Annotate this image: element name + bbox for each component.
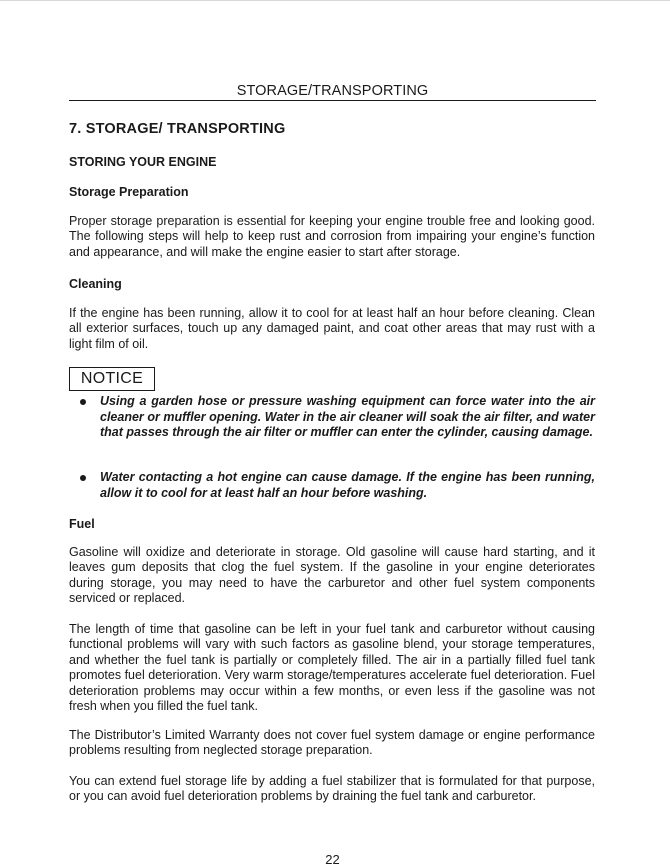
storage-preparation-text: Proper storage preparation is essential for keeping your engine trouble free and looking good. The following steps will help to keep rust and corrosion from impairing your engine’s function and appearance, and will make the engine easier to start after storage.	[69, 214, 595, 259]
bullet-icon	[80, 399, 86, 405]
notice-label: NOTICE	[69, 367, 155, 391]
header-rule	[69, 100, 596, 101]
notice-bullet-text: Water contacting a hot engine can cause damage. If the engine has been running, allow it to cool for at least half an hour before washing.	[100, 470, 595, 500]
fuel-heading: Fuel	[69, 517, 95, 531]
running-header: STORAGE/TRANSPORTING	[236, 83, 429, 99]
fuel-paragraph-1: Gasoline will oxidize and deteriorate in storage. Old gasoline will cause hard starting, and it leaves gum deposits that clog the fuel system. If the gasoline in your engine deteriorates during storage, you may need to have the carburetor and other fuel system components serviced or replaced.	[69, 545, 595, 606]
page-number: 22	[325, 852, 340, 867]
fuel-paragraph-2: The length of time that gasoline can be left in your fuel tank and carburetor without causing functional problems will vary with such factors as gasoline blend, your storage temperatures, and whether the fuel tank is partially or completely filled. The air in a partially filled fuel tank promotes fuel deterioration. Very warm storage/temperatures accelerate fuel deterioration. Fuel deterioration problems may occur within a few months, or even less if the gasoline was not fresh when you filled the fuel tank.	[69, 622, 595, 714]
notice-bullet-text: Using a garden hose or pressure washing equipment can force water into the air cleaner or muffler opening. Water in the air cleaner will soak the air filter, and water that passes through the air filter or muffler can enter the cylinder, causing damage.	[100, 394, 595, 439]
fuel-paragraph-3: The Distributor’s Limited Warranty does not cover fuel system damage or engine performance problems resulting from neglected storage preparation.	[69, 728, 595, 758]
cleaning-text: If the engine has been running, allow it to cool for at least half an hour before cleaning. Clean all exterior surfaces, touch up any damaged paint, and coat other areas that may rust with a light film of oil.	[69, 306, 595, 351]
section-title: STORING YOUR ENGINE	[69, 155, 217, 169]
page-top-edge	[0, 0, 670, 1]
bullet-icon	[80, 475, 86, 481]
storage-preparation-heading: Storage Preparation	[69, 185, 189, 199]
chapter-title: 7. STORAGE/ TRANSPORTING	[69, 121, 286, 137]
fuel-paragraph-4: You can extend fuel storage life by adding a fuel stabilizer that is formulated for that purpose, or you can avoid fuel deterioration problems by draining the fuel tank and carburetor.	[69, 774, 595, 804]
cleaning-heading: Cleaning	[69, 277, 122, 291]
